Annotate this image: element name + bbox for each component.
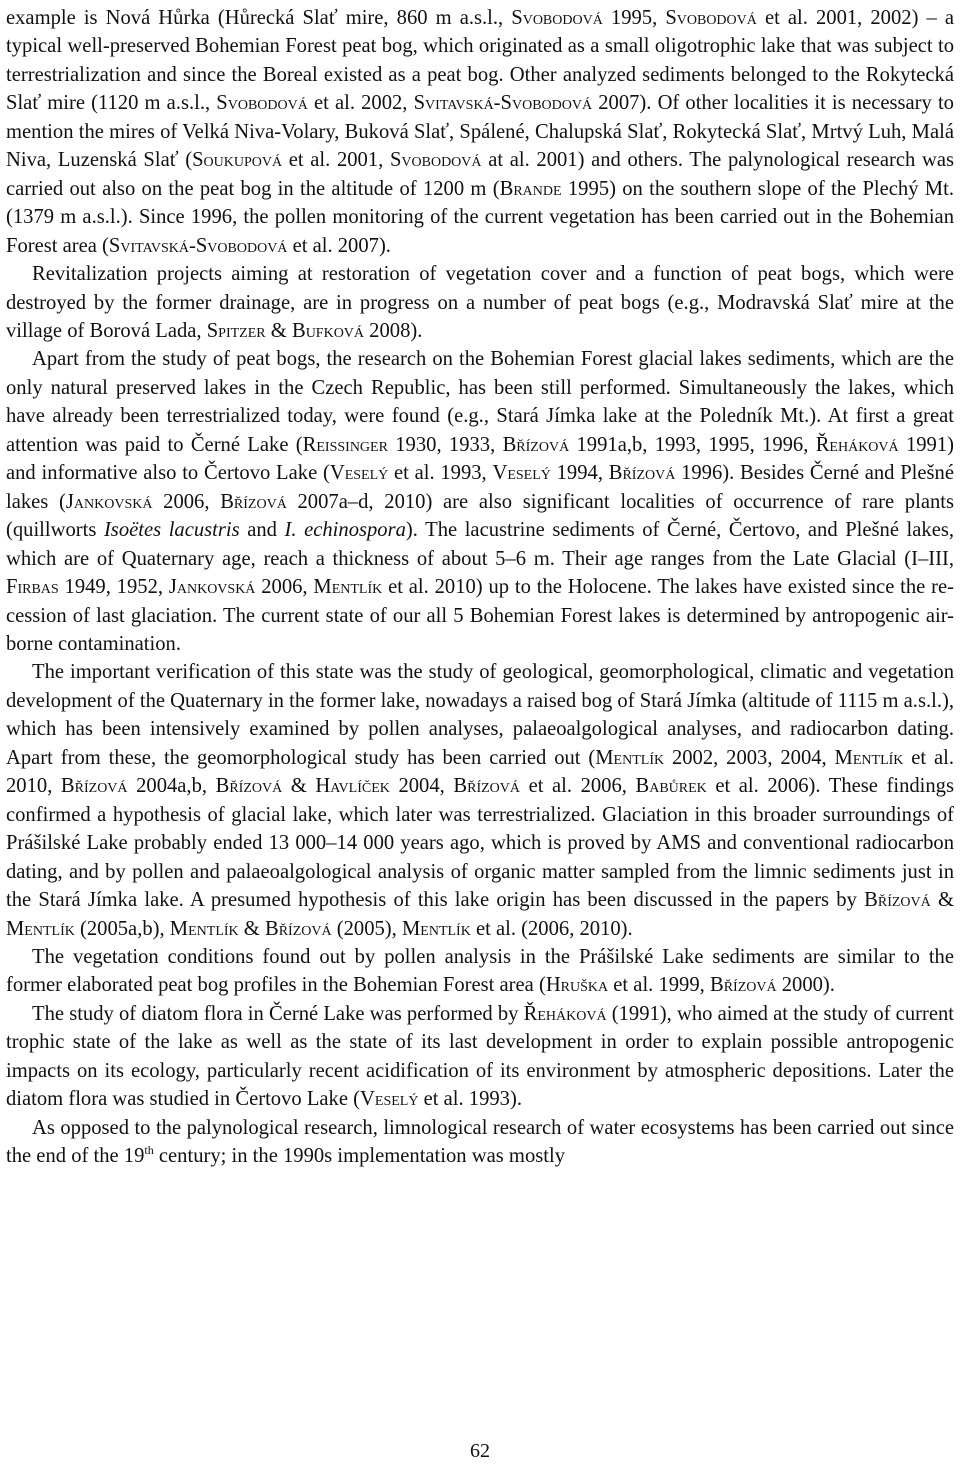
text-run: As opposed to the palynological research, limnological research of water ecosystems has been carried out since the end of the 19 [6, 1116, 954, 1168]
author-name: Svitavská-Svobodová [413, 92, 593, 115]
text-run: et al. 1999, [608, 974, 710, 997]
text-run: example is Nová Hůrka (Hůrecká Slať mire, 860 m a.s.l., [6, 7, 512, 29]
text-run: et al. 2002, [307, 92, 414, 115]
text-run: et al. (2006, 2010). [470, 917, 633, 940]
text-run: et al. 2010) up to the Holocene. The lakes have existed since the recession of last glaciation. The current state of our all 5 Bohemian Forest lakes is determined by antropogenic air-borne contamination. [6, 576, 954, 655]
text-run: & [238, 917, 265, 940]
text-run: 1930, 1933, [387, 433, 503, 456]
author-name: Reissinger [302, 433, 388, 456]
author-name: Svobodová [665, 7, 757, 29]
text-run: 2000). [776, 974, 835, 997]
text-run: 2007a–d, 2010) are also significant localities of occurrence of rare plants (quillworts [6, 490, 954, 542]
author-name: Mentlík [6, 917, 75, 940]
text-run: (1991), who aimed at the study of current trophic state of the lake as well as the state of its last development in order to explain possible antropogenic impacts on its ecology, particularly recent acidification of its environment by atmospheric depositions. Later the diatom flora was studied in Čertovo Lake ( [6, 1002, 954, 1111]
text-run: Apart from the study of peat bogs, the research on the Bohemian Forest glacial lakes sediments, which are the only natural preserved lakes in the Czech Republic, has been still performed. Simultaneously the lakes, which have already been terrestrialized today, were found (e.g., Stará Jímka lake at the Poledník Mt.). At first a great attention was paid to Černé Lake ( [6, 348, 954, 456]
page-number: 62 [470, 1440, 490, 1462]
text-run: et al. 1993). [418, 1088, 522, 1111]
text-run: 2002, 2003, 2004, [664, 746, 835, 769]
text-run: 2008). [364, 319, 423, 342]
text-run: et al. 2006, [520, 775, 636, 798]
text-run: The vegetation conditions found out by pollen analysis in the Prášilské Lake sediments are similar to the former elaborated peat bog profiles in the Bohemian Forest area ( [6, 945, 954, 997]
author-name: Břízová [220, 490, 287, 513]
author-name: Veselý [360, 1088, 419, 1111]
text-run: et al. 2001, 2002) – a typical well-preserved Bohemian Forest peat bog, which originated as a small oligotrophic lake that was subject to terrestrialization and since the Boreal existed as a peat bog. Other analyzed sediments belonged to the Rokytecká Slať mire (1120 m a.s.l., [6, 7, 954, 115]
author-name: Havlíček [315, 775, 390, 798]
paragraph [6, 4, 954, 260]
author-name: Mentlík [834, 746, 904, 769]
author-name: Babůrek [635, 775, 707, 798]
text-run: at al. 2001) and others. The palynological research was carried out also on the peat bog in the altitude of 1200 m ( [6, 149, 954, 200]
author-name: Mentlík [169, 917, 239, 940]
paragraph [6, 345, 954, 658]
species-name: I. echinospora [284, 519, 406, 542]
author-name: Jankovská [168, 576, 256, 599]
author-name: Soukupová [192, 149, 283, 172]
author-name: Hruška [545, 974, 609, 997]
author-name: Mentlík [595, 746, 665, 769]
author-name: Brande [499, 177, 562, 200]
text-run: & [930, 889, 954, 912]
page-body [6, 4, 954, 1171]
text-run: et al. 2010, [6, 746, 954, 798]
author-name: Řeháková [523, 1002, 607, 1025]
author-name: Řeháková [815, 433, 899, 456]
text-run: The study of diatom flora in Černé Lake was performed by [32, 1002, 524, 1025]
author-name: Veselý [492, 462, 551, 485]
author-name: Břízová [608, 462, 676, 485]
text-run: 1995, [602, 7, 666, 29]
text-run: The important verification of this state was the study of geological, geomorphological, climatic and vegetation development of the Quaternary in the former lake, nowadays a raised bog of Stará Jímka (altitude of 1115 m a.s.l.), which has been intensively examined by pollen analyses, palaeoalgological analyses, and radiocarbon dating. Apart from these, the geomorphological study has been carried out ( [6, 661, 954, 769]
author-name: Břízová [502, 433, 570, 456]
author-name: Břízová [453, 775, 520, 798]
text-run: 1994, [550, 462, 609, 485]
author-name: Břízová [215, 775, 283, 798]
superscript: th [144, 1143, 154, 1158]
text-run: 1995) on the southern slope of the Plechý Mt. (1379 m a.s.l.). Since 1996, the pollen monitoring of the current vegetation has been carried out in the Bohemian Forest area ( [6, 177, 954, 257]
text-run: ). The lacustrine sediments of Černé, Čertovo, and Plešné lakes, which are of Quaternary age, reach a thickness of about 5–6 m. Their age ranges from the Late Glacial (I–III, [6, 519, 955, 570]
author-name: Svobodová [389, 149, 482, 172]
text-run: 1996). Besides Černé and Plešné lakes ( [6, 462, 954, 513]
paragraph [6, 658, 954, 943]
text-run: 2006, [152, 490, 221, 513]
paragraph [6, 260, 954, 345]
author-name: Mentlík [401, 917, 471, 940]
author-name: Firbas [6, 576, 59, 599]
text-run: 1991) and informative also to Čertovo Lake ( [6, 433, 955, 485]
text-run: (2005a,b), [74, 917, 170, 940]
author-name: Svitavská-Svobodová [108, 234, 288, 257]
author-name: Veselý [329, 462, 389, 485]
text-run: 2007). Of other localities it is necessary to mention the mires of Velká Niva-Volary, Buková Slať, Spálené, Chalupská Slať, Rokytecká Slať, Mrtvý Luh, Malá Niva, Luzenská Slať ( [6, 92, 954, 172]
text-run: et al. 2006). These findings confirmed a hypothesis of glacial lake, which later was terrestrialized. Glaciation in this broader surroundings of Prášilské Lake probably ended 13 000–14 000 years ago, which is proved by AMS and conventional radiocarbon dating, and by pollen and palaeoalgological analysis of organic matter sampled from the limnic sediments just in the Stará Jímka lake. A presumed hypothesis of this lake origin has been discussed in the papers by [6, 775, 954, 912]
author-name: Břízová [864, 889, 931, 912]
author-name: Břízová [264, 917, 332, 940]
text-run: 1949, 1952, [58, 576, 169, 599]
author-name: Břízová [709, 974, 777, 997]
text-run: & [265, 319, 292, 342]
text-run: 2006, [255, 576, 314, 599]
text-run: et al. 2001, [282, 149, 390, 172]
author-name: Břízová [60, 775, 128, 798]
author-name: Jankovská [65, 490, 153, 513]
author-name: Spitzer [206, 319, 266, 342]
text-run: & [282, 775, 316, 798]
author-name: Svobodová [511, 7, 603, 29]
paragraph [6, 1000, 954, 1114]
paragraph [6, 1114, 954, 1171]
text-run: (2005), [331, 917, 402, 940]
text-run: and [239, 519, 285, 542]
text-run: 1991a,b, 1993, 1995, 1996, [569, 433, 816, 456]
species-name: Isoëtes lacustris [103, 519, 240, 542]
paragraph [6, 943, 954, 1000]
text-run: et al. 2007). [287, 234, 391, 257]
author-name: Bufková [291, 319, 365, 342]
text-run: 2004a,b, [127, 775, 216, 798]
text-run: Revitalization projects aiming at restoration of vegetation cover and a function of peat bogs, which were destroyed by the former drainage, are in progress on a number of peat bogs (e.g., Modravská Slať mire at the village of Borová Lada, [6, 263, 954, 342]
text-run: et al. 1993, [388, 462, 493, 485]
author-name: Mentlík [313, 576, 383, 599]
text-run: century; in the 1990s implementation was mostly [153, 1145, 565, 1168]
author-name: Svobodová [216, 92, 308, 115]
text-run: 2004, [389, 775, 454, 798]
